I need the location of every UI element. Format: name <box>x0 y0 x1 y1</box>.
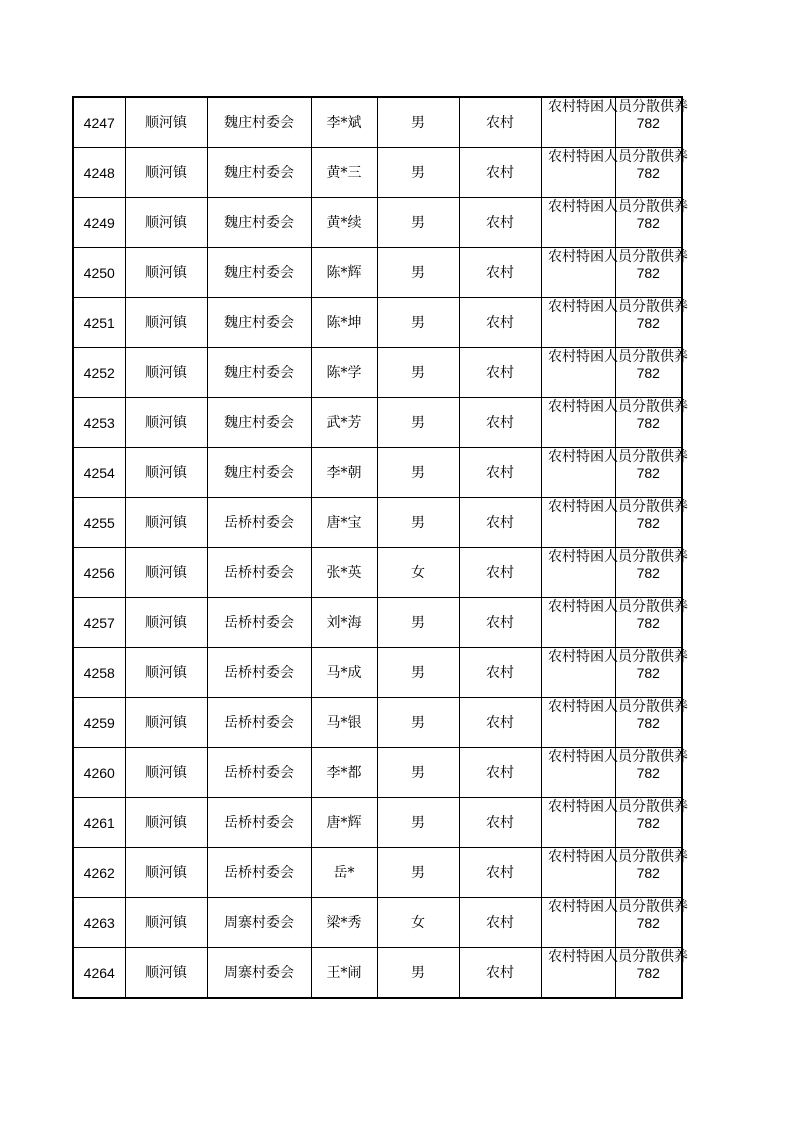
cell-village-committee: 岳桥村委会 <box>207 548 311 598</box>
cell-household-type: 农村 <box>459 498 541 548</box>
cell-town: 顺河镇 <box>125 598 207 648</box>
cell-household-type: 农村 <box>459 448 541 498</box>
cell-village-committee: 岳桥村委会 <box>207 798 311 848</box>
cell-person-name: 刘*海 <box>311 598 377 648</box>
cell-gender: 男 <box>377 248 459 298</box>
table-row <box>73 548 682 598</box>
cell-village-committee: 岳桥村委会 <box>207 848 311 898</box>
cell-serial-number: 4264 <box>73 948 125 999</box>
cell-household-type: 农村 <box>459 248 541 298</box>
cell-town: 顺河镇 <box>125 848 207 898</box>
cell-village-committee: 魏庄村委会 <box>207 97 311 148</box>
cell-household-type: 农村 <box>459 948 541 999</box>
support-category-text: 农村特困人员分散供养 <box>548 899 688 915</box>
cell-household-type: 农村 <box>459 898 541 948</box>
cell-village-committee: 魏庄村委会 <box>207 198 311 248</box>
support-category-text: 农村特困人员分散供养 <box>548 249 688 265</box>
cell-gender: 男 <box>377 348 459 398</box>
cell-amount: 782 <box>615 148 682 198</box>
cell-town: 顺河镇 <box>125 548 207 598</box>
cell-household-type: 农村 <box>459 97 541 148</box>
cell-household-type: 农村 <box>459 348 541 398</box>
cell-gender: 女 <box>377 898 459 948</box>
cell-amount: 782 <box>615 97 682 148</box>
support-category-text: 农村特困人员分散供养 <box>548 449 688 465</box>
table-row <box>73 898 682 948</box>
support-category-text: 农村特困人员分散供养 <box>548 399 688 415</box>
cell-village-committee: 岳桥村委会 <box>207 498 311 548</box>
table-row <box>73 848 682 898</box>
cell-village-committee: 魏庄村委会 <box>207 148 311 198</box>
table-row <box>73 298 682 348</box>
cell-amount: 782 <box>615 898 682 948</box>
cell-village-committee: 魏庄村委会 <box>207 448 311 498</box>
support-category-text: 农村特困人员分散供养 <box>548 649 688 665</box>
cell-amount: 782 <box>615 448 682 498</box>
cell-serial-number: 4262 <box>73 848 125 898</box>
cell-gender: 男 <box>377 97 459 148</box>
cell-person-name: 梁*秀 <box>311 898 377 948</box>
cell-town: 顺河镇 <box>125 648 207 698</box>
support-category-text: 农村特困人员分散供养 <box>548 149 688 165</box>
cell-amount: 782 <box>615 548 682 598</box>
cell-amount: 782 <box>615 948 682 999</box>
cell-serial-number: 4251 <box>73 298 125 348</box>
cell-town: 顺河镇 <box>125 698 207 748</box>
cell-amount: 782 <box>615 848 682 898</box>
cell-household-type: 农村 <box>459 598 541 648</box>
support-category-text: 农村特困人员分散供养 <box>548 99 688 115</box>
table-row <box>73 648 682 698</box>
cell-amount: 782 <box>615 198 682 248</box>
support-category-text: 农村特困人员分散供养 <box>548 299 688 315</box>
cell-town: 顺河镇 <box>125 398 207 448</box>
cell-village-committee: 岳桥村委会 <box>207 698 311 748</box>
table-row <box>73 448 682 498</box>
cell-gender: 男 <box>377 148 459 198</box>
cell-gender: 男 <box>377 598 459 648</box>
table-row <box>73 698 682 748</box>
cell-person-name: 黄*三 <box>311 148 377 198</box>
support-category-text: 农村特困人员分散供养 <box>548 599 688 615</box>
cell-serial-number: 4247 <box>73 97 125 148</box>
support-category-text: 农村特困人员分散供养 <box>548 849 688 865</box>
cell-town: 顺河镇 <box>125 948 207 999</box>
cell-gender: 男 <box>377 198 459 248</box>
cell-amount: 782 <box>615 498 682 548</box>
cell-town: 顺河镇 <box>125 97 207 148</box>
cell-household-type: 农村 <box>459 648 541 698</box>
cell-gender: 女 <box>377 548 459 598</box>
cell-gender: 男 <box>377 798 459 848</box>
cell-serial-number: 4256 <box>73 548 125 598</box>
cell-person-name: 唐*辉 <box>311 798 377 848</box>
cell-household-type: 农村 <box>459 398 541 448</box>
cell-serial-number: 4260 <box>73 748 125 798</box>
table-body <box>73 97 688 998</box>
cell-town: 顺河镇 <box>125 798 207 848</box>
cell-serial-number: 4250 <box>73 248 125 298</box>
cell-amount: 782 <box>615 748 682 798</box>
table-row <box>73 198 682 248</box>
cell-household-type: 农村 <box>459 798 541 848</box>
cell-gender: 男 <box>377 498 459 548</box>
table-row <box>73 148 682 198</box>
cell-amount: 782 <box>615 698 682 748</box>
table-row <box>73 948 682 999</box>
cell-gender: 男 <box>377 948 459 999</box>
cell-person-name: 陈*学 <box>311 348 377 398</box>
support-category-text: 农村特困人员分散供养 <box>548 949 688 965</box>
cell-serial-number: 4255 <box>73 498 125 548</box>
cell-person-name: 武*芳 <box>311 398 377 448</box>
cell-town: 顺河镇 <box>125 198 207 248</box>
cell-village-committee: 魏庄村委会 <box>207 248 311 298</box>
support-category-text: 农村特困人员分散供养 <box>548 799 688 815</box>
cell-serial-number: 4257 <box>73 598 125 648</box>
cell-gender: 男 <box>377 398 459 448</box>
cell-town: 顺河镇 <box>125 498 207 548</box>
cell-serial-number: 4259 <box>73 698 125 748</box>
cell-town: 顺河镇 <box>125 298 207 348</box>
table-row <box>73 348 682 398</box>
cell-person-name: 李*都 <box>311 748 377 798</box>
cell-person-name: 唐*宝 <box>311 498 377 548</box>
cell-amount: 782 <box>615 398 682 448</box>
cell-household-type: 农村 <box>459 698 541 748</box>
cell-gender: 男 <box>377 448 459 498</box>
cell-village-committee: 魏庄村委会 <box>207 348 311 398</box>
cell-person-name: 黄*续 <box>311 198 377 248</box>
cell-household-type: 农村 <box>459 148 541 198</box>
cell-village-committee: 周寨村委会 <box>207 898 311 948</box>
cell-town: 顺河镇 <box>125 148 207 198</box>
cell-village-committee: 魏庄村委会 <box>207 398 311 448</box>
cell-serial-number: 4254 <box>73 448 125 498</box>
support-category-text: 农村特困人员分散供养 <box>548 699 688 715</box>
cell-village-committee: 周寨村委会 <box>207 948 311 999</box>
cell-household-type: 农村 <box>459 198 541 248</box>
cell-village-committee: 岳桥村委会 <box>207 648 311 698</box>
cell-gender: 男 <box>377 648 459 698</box>
beneficiary-table <box>72 96 688 999</box>
cell-amount: 782 <box>615 798 682 848</box>
cell-person-name: 张*英 <box>311 548 377 598</box>
cell-household-type: 农村 <box>459 548 541 598</box>
cell-serial-number: 4258 <box>73 648 125 698</box>
cell-serial-number: 4252 <box>73 348 125 398</box>
cell-person-name: 陈*辉 <box>311 248 377 298</box>
cell-serial-number: 4263 <box>73 898 125 948</box>
cell-household-type: 农村 <box>459 748 541 798</box>
cell-person-name: 王*闹 <box>311 948 377 999</box>
cell-town: 顺河镇 <box>125 248 207 298</box>
cell-amount: 782 <box>615 298 682 348</box>
cell-town: 顺河镇 <box>125 748 207 798</box>
cell-serial-number: 4261 <box>73 798 125 848</box>
table-row <box>73 498 682 548</box>
table-row <box>73 398 682 448</box>
cell-person-name: 马*成 <box>311 648 377 698</box>
support-category-text: 农村特困人员分散供养 <box>548 199 688 215</box>
cell-household-type: 农村 <box>459 298 541 348</box>
support-category-text: 农村特困人员分散供养 <box>548 749 688 765</box>
cell-person-name: 李*朝 <box>311 448 377 498</box>
support-category-text: 农村特困人员分散供养 <box>548 499 688 515</box>
cell-amount: 782 <box>615 598 682 648</box>
cell-village-committee: 岳桥村委会 <box>207 748 311 798</box>
cell-village-committee: 岳桥村委会 <box>207 598 311 648</box>
cell-amount: 782 <box>615 348 682 398</box>
cell-town: 顺河镇 <box>125 898 207 948</box>
cell-person-name: 岳* <box>311 848 377 898</box>
table-row <box>73 598 682 648</box>
cell-gender: 男 <box>377 748 459 798</box>
cell-serial-number: 4249 <box>73 198 125 248</box>
cell-person-name: 陈*坤 <box>311 298 377 348</box>
cell-serial-number: 4248 <box>73 148 125 198</box>
support-category-text: 农村特困人员分散供养 <box>548 349 688 365</box>
cell-person-name: 李*斌 <box>311 97 377 148</box>
cell-town: 顺河镇 <box>125 448 207 498</box>
table-row <box>73 748 682 798</box>
cell-amount: 782 <box>615 648 682 698</box>
support-category-text: 农村特困人员分散供养 <box>548 549 688 565</box>
cell-serial-number: 4253 <box>73 398 125 448</box>
cell-village-committee: 魏庄村委会 <box>207 298 311 348</box>
cell-gender: 男 <box>377 298 459 348</box>
table-row <box>73 798 682 848</box>
table-row <box>73 97 682 148</box>
cell-gender: 男 <box>377 698 459 748</box>
cell-gender: 男 <box>377 848 459 898</box>
cell-town: 顺河镇 <box>125 348 207 398</box>
cell-amount: 782 <box>615 248 682 298</box>
cell-person-name: 马*银 <box>311 698 377 748</box>
table-row <box>73 248 682 298</box>
cell-household-type: 农村 <box>459 848 541 898</box>
